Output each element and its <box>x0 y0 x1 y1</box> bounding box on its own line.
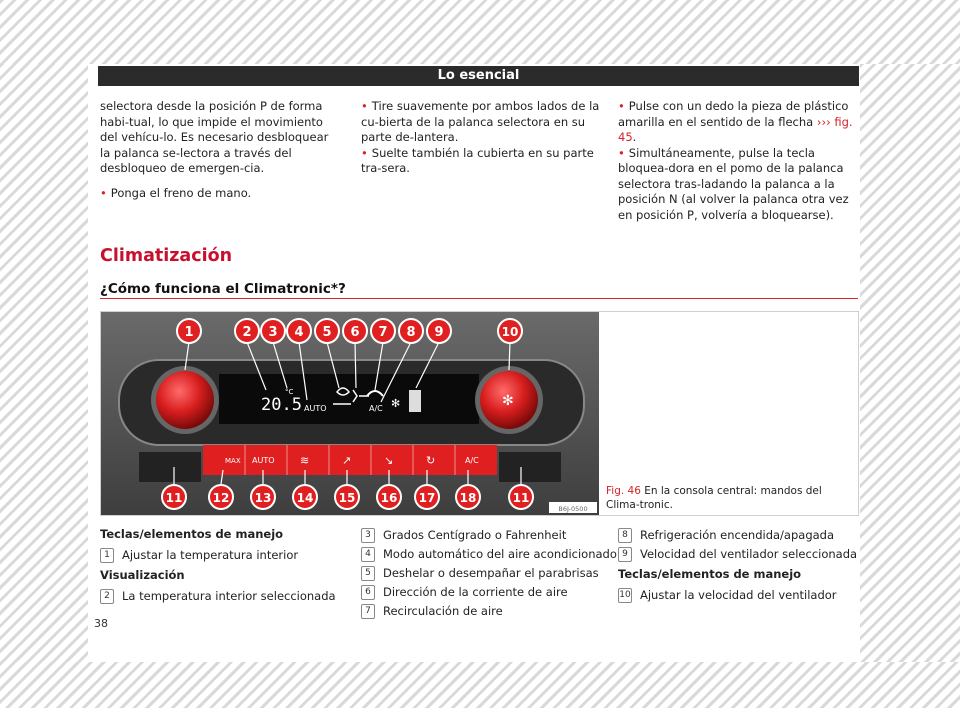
legend-number-badge: 10 <box>618 588 632 603</box>
climatronic-panel-illustration <box>101 312 599 515</box>
list-title: Teclas/elementos de manejo <box>100 527 284 541</box>
legend-number-badge: 6 <box>361 585 375 600</box>
list-title: Visualización <box>100 568 185 582</box>
callout-18 <box>456 485 480 509</box>
callout-6 <box>343 319 367 343</box>
section-subtitle: ¿Cómo funciona el Climatronic*? <box>100 281 346 297</box>
fan-icon: ✻ <box>391 397 401 410</box>
svg-text:11: 11 <box>165 491 183 505</box>
callout-3 <box>261 319 285 343</box>
bottom-callouts <box>162 485 533 509</box>
hatch-border-top <box>0 0 960 64</box>
chapter-header: Lo esencial <box>98 66 859 86</box>
button-airflow-down-icon[interactable]: ↘ <box>384 454 394 467</box>
callout-8 <box>399 319 423 343</box>
text-column-2 <box>361 99 601 177</box>
button-auto[interactable]: AUTO <box>252 456 275 465</box>
hatch-border-left <box>0 64 88 662</box>
hatch-border-right <box>860 64 960 662</box>
bullet-icon: • <box>618 145 625 160</box>
legend-item-3: 3 Grados Centígrado o Fahrenheit <box>361 527 606 546</box>
bullet-item: • Pulse con un dedo la pieza de plástico amarilla en el sentido de la flecha ››› fig. 45. <box>618 99 853 144</box>
callout-17 <box>415 485 439 509</box>
callout-2 <box>235 319 259 343</box>
legend-item-10: 10 Ajustar la velocidad del ventilador <box>619 588 837 602</box>
legend-number-badge: 3 <box>361 528 375 543</box>
svg-text:4: 4 <box>294 325 304 340</box>
callout-14 <box>293 485 317 509</box>
display-ac: A/C <box>369 404 383 413</box>
svg-text:1: 1 <box>184 325 194 340</box>
bullet-item: • Ponga el freno de mano. <box>100 185 252 200</box>
figure-label: Fig. 46 <box>606 485 641 497</box>
legend-item-4: 4 Modo automático del aire acondicionado <box>361 546 606 565</box>
svg-text:6: 6 <box>350 325 360 340</box>
bullet-icon: • <box>618 99 625 113</box>
legend-number-badge: 9 <box>618 547 632 562</box>
bullet-icon: • <box>100 185 107 200</box>
svg-text:14: 14 <box>296 491 314 505</box>
callout-10 <box>498 319 522 343</box>
callout-7 <box>371 319 395 343</box>
legend-item-6: 6 Dirección de la corriente de aire <box>361 584 606 603</box>
legend-number-badge: 7 <box>361 604 375 619</box>
legend-item-5: 5 Deshelar o desempañar el parabrisas <box>361 565 606 584</box>
bullet-item: • Simultáneamente, pulse la tecla bloquea-dora en el pomo de la palanca selectora tras-ladando la palanca a la posición N (al volver la palanca otra vez en posición P, volvería a bloquearse). <box>618 145 849 222</box>
display-auto: AUTO <box>304 404 327 413</box>
display-unit: °C <box>285 388 294 396</box>
legend-column-1 <box>100 527 340 607</box>
bullet-icon: • <box>361 99 368 113</box>
svg-text:15: 15 <box>338 491 356 505</box>
callout-11-right <box>509 485 533 509</box>
callout-9 <box>427 319 451 343</box>
legend-item-2: 2 La temperatura interior seleccionada <box>100 588 340 607</box>
hatch-border-bottom <box>0 662 960 708</box>
page-number: 38 <box>94 617 108 630</box>
svg-text:16: 16 <box>380 491 398 505</box>
section-title: Climatización <box>100 246 233 266</box>
button-recirculation-icon[interactable]: ↻ <box>426 454 436 467</box>
section-divider <box>100 298 858 299</box>
button-max-defrost[interactable]: MAX <box>225 457 241 465</box>
svg-text:9: 9 <box>434 325 444 340</box>
svg-text:5: 5 <box>322 325 332 340</box>
bullet-item: • Tire suavemente por ambos lados de la cu-bierta de la palanca selectora en su parte de-lantera. <box>361 99 600 144</box>
svg-text:17: 17 <box>418 491 436 505</box>
paragraph: selectora desde la posición P de forma habi-tual, lo que impide el movimiento del vehícu-lo. Es necesario desbloquear la palanca se-lectora a través del desbloqueo de emergen-cia. <box>100 99 329 175</box>
svg-text:11: 11 <box>512 491 530 505</box>
svg-text:2: 2 <box>242 325 252 340</box>
button-row <box>203 445 497 475</box>
svg-text:3: 3 <box>268 325 278 340</box>
figure-reference-link[interactable]: ››› fig. 45 <box>618 114 853 144</box>
legend-number-badge: 1 <box>100 548 114 563</box>
callout-1 <box>177 319 201 343</box>
legend-number-badge: 4 <box>361 547 375 562</box>
callout-12 <box>209 485 233 509</box>
svg-text:7: 7 <box>378 325 388 340</box>
legend-item-7: 7 Recirculación de aire <box>361 603 606 622</box>
figure-caption-text: En la consola central: mandos del Clima-tronic. <box>606 485 822 511</box>
legend-item-8: 8 Refrigeración encendida/apagada <box>618 527 858 546</box>
fan-knob-icon: ✻ <box>502 393 514 409</box>
button-ac[interactable]: A/C <box>465 456 479 465</box>
text-column-1 <box>100 99 340 201</box>
svg-text:13: 13 <box>254 491 272 505</box>
bullet-icon: • <box>361 145 368 160</box>
bullet-item: • Suelte también la cubierta en su parte tra-sera. <box>361 145 594 175</box>
fan-level-bars <box>409 390 421 412</box>
legend-number-badge: 5 <box>361 566 375 581</box>
svg-text:8: 8 <box>406 325 416 340</box>
temperature-knob[interactable] <box>156 371 214 429</box>
svg-text:18: 18 <box>459 491 477 505</box>
callout-5 <box>315 319 339 343</box>
button-defrost-icon[interactable]: ≋ <box>300 454 310 467</box>
svg-text:10: 10 <box>501 325 519 339</box>
legend-item-9: 9 Velocidad del ventilador seleccionada <box>618 546 858 565</box>
legend-column-3 <box>618 527 858 606</box>
list-title: Teclas/elementos de manejo <box>618 567 802 581</box>
figure-code: B6J-0500 <box>558 505 588 513</box>
legend-column-2 <box>361 527 617 622</box>
display-screen <box>219 374 479 424</box>
callout-11-left <box>162 485 186 509</box>
callout-4 <box>287 319 311 343</box>
legend-item-1: 1 Ajustar la temperatura interior <box>100 547 340 566</box>
callout-15 <box>335 485 359 509</box>
callout-13 <box>251 485 275 509</box>
vent-left <box>139 452 201 482</box>
callout-16 <box>377 485 401 509</box>
button-airflow-up-icon[interactable]: ↗ <box>342 454 352 467</box>
legend-number-badge: 8 <box>618 528 632 543</box>
figure-caption <box>606 484 851 512</box>
display-temperature: 20.5 <box>261 395 302 415</box>
text-column-3 <box>618 99 858 223</box>
legend-number-badge: 2 <box>100 589 114 604</box>
vent-right <box>499 452 561 482</box>
svg-text:12: 12 <box>212 491 230 505</box>
